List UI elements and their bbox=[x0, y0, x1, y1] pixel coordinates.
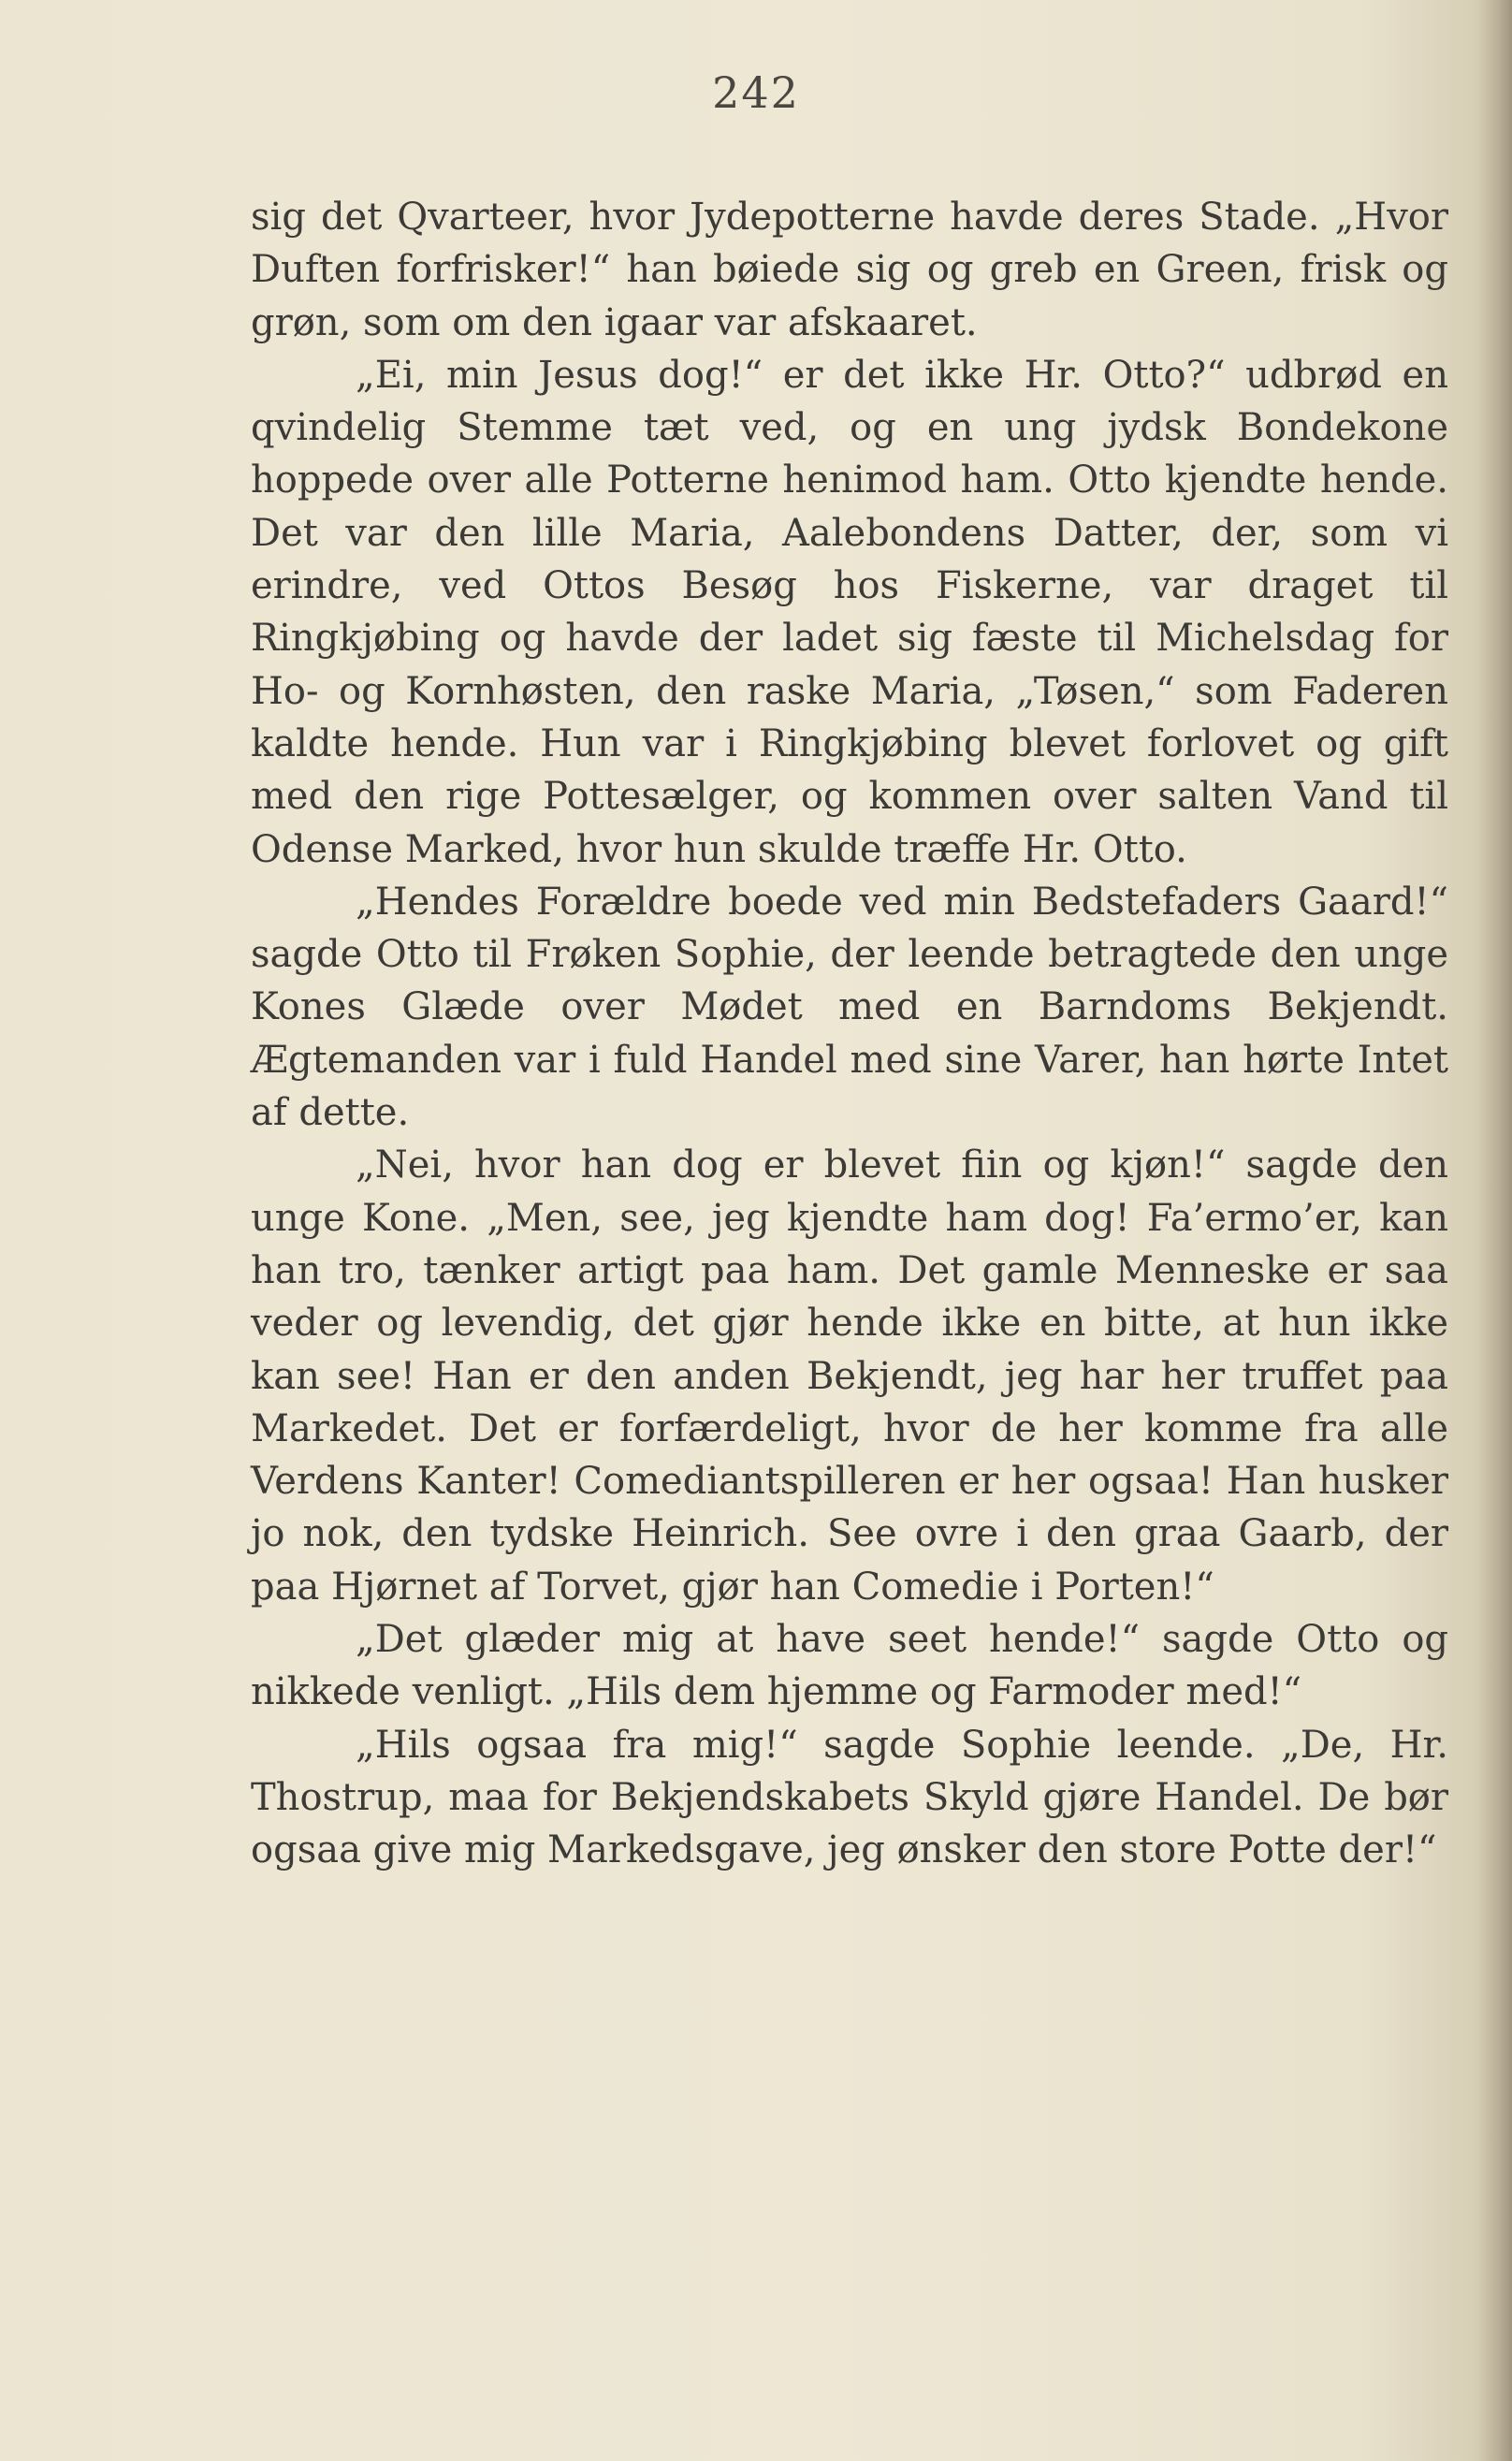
body-text bbox=[251, 191, 1448, 1877]
paragraph-1: sig det Qvarteer, hvor Jydepotterne havde deres Stade. „Hvor Duften forfrisker!“ han bøiede sig og greb en Green, frisk og grøn, som om den igaar var afskaaret. bbox=[251, 196, 1448, 344]
paragraph-2: „Ei, min Jesus dog!“ er det ikke Hr. Otto?“ udbrød en qvindelig Stemme tæt ved, og en ung jydsk Bondekone hoppede over alle Potterne henimod ham. Otto kjendte hende. Det var den lille Maria, Aalebondens Datter, der, som vi erindre, ved Ottos Besøg hos Fiskerne, var draget til Ringkjøbing og havde der ladet sig fæste til Michelsdag for Ho- og Kornhøsten, den raske Maria, „Tøsen,“ som Faderen kaldte hende. Hun var i Ringkjøbing blevet forlovet og gift med den rige Pottesælger, og kommen over salten Vand til Odense Marked, hvor hun skulde træffe Hr. Otto. bbox=[251, 353, 1448, 871]
page-edge-shadow bbox=[1478, 0, 1512, 2461]
paragraph-3: „Hendes Forældre boede ved min Bedstefaders Gaard!“ sagde Otto til Frøken Sophie, der leende betragtede den unge Kones Glæde over Mødet med en Barndoms Bekjendt. Ægtemanden var i fuld Handel med sine Varer, han hørte Intet af dette. bbox=[251, 880, 1448, 1135]
paragraph-6: „Hils ogsaa fra mig!“ sagde Sophie leende. „De, Hr. Thostrup, maa for Bekjendskabets Skyld gjøre Handel. De bør ogsaa give mig Markedsgave, jeg ønsker den store Potte der!“ bbox=[251, 1723, 1448, 1872]
page-number: 242 bbox=[712, 67, 800, 118]
paragraph-4: „Nei, hvor han dog er blevet fiin og kjøn!“ sagde den unge Kone. „Men, see, jeg kjendte ham dog! Fa’ermo’er, kan han tro, tænker artigt paa ham. Det gamle Menneske er saa veder og levendig, det gjør hende ikke en bitte, at hun ikke kan see! Han er den anden Bekjendt, jeg har her truffet paa Markedet. Det er forfærdeligt, hvor de her komme fra alle Verdens Kanter! Comediantspilleren er her ogsaa! Han husker jo nok, den tydske Heinrich. See ovre i den graa Gaarb, der paa Hjørnet af Torvet, gjør han Comedie i Porten!“ bbox=[251, 1143, 1448, 1609]
paragraph-5: „Det glæder mig at have seet hende!“ sagde Otto og nikkede venligt. „Hils dem hjemme og Farmoder med!“ bbox=[251, 1618, 1448, 1714]
